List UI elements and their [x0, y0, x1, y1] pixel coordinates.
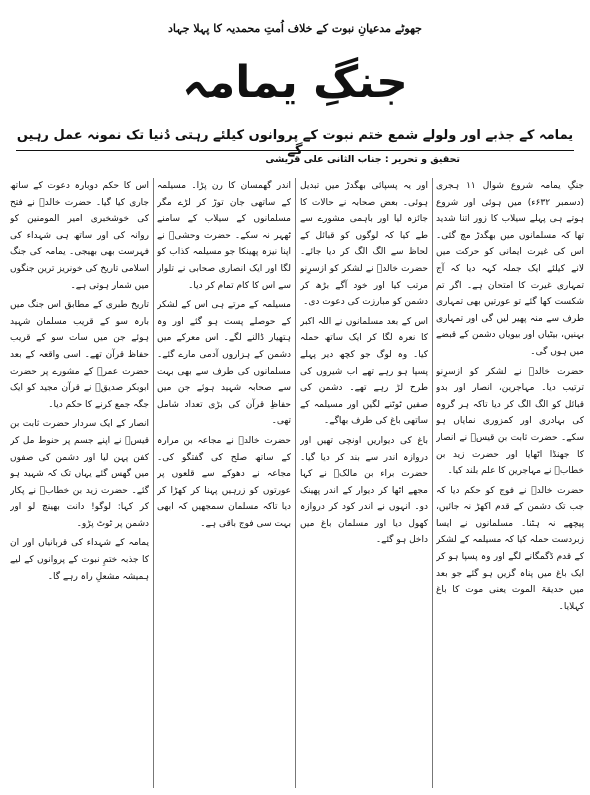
article-column-3 — [157, 178, 291, 788]
column-divider — [432, 178, 433, 788]
paragraph: مسیلمہ کے مرتے ہی اس کے لشکر کے حوصلے پست ہو گئے اور وہ ہتھیار ڈالنے لگے۔ اس معرکے میں دشمن کے ہزاروں آدمی مارے گئے۔ مسلمانوں کی طرف سے بھی بہت سے صحابہ شہید ہوئے جن میں حفاظِ قرآن کی بڑی تعداد شامل تھی۔ — [157, 300, 291, 427]
byline: تحقیق و تحریر : جناب الثانی علی قریشی — [265, 154, 460, 165]
article-column-1 — [436, 178, 584, 788]
paragraph: حضرت خالدؓ نے لشکر کو ازسرِنو ترتیب دیا۔ مہاجرین، انصار اور بدو قبائل کو الگ الگ کر دیا تاکہ ہر گروہ کی بہادری اور کمزوری نمایاں ہو سکے۔ حضرت ثابت بن قیسؓ نے انصار کا جھنڈا اٹھایا اور حضرت زید بن خطابؓ نے مہاجرین کا علم بلند کیا۔ — [436, 366, 584, 477]
paragraph: اندر گھمسان کا رن پڑا۔ مسیلمہ کے ساتھی جان توڑ کر لڑے مگر مسلمانوں کے سیلاب کے سامنے ٹھہر نہ سکے۔ حضرت وحشیؓ نے اپنا نیزہ پھینکا جو مسیلمہ کذاب کو لگا اور ایک انصاری صحابی نے تلوار سے اس کا کام تمام کر دیا۔ — [157, 181, 291, 291]
paragraph: جنگِ یمامہ شروع شوال ۱۱ ہجری (دسمبر ۶۳۲ء) میں ہوئی اور شروع ہوتے ہی پہلے سیلاب کا زور اتنا شدید تھا کہ مسلمانوں میں بھگدڑ مچ گئی۔ اس کی غیرت ایمانی کو حرکت میں لانے کیلئے ایک جملہ کہہ دیا کہ آج تمہاری غیرت کا امتحان ہے۔ اگر تم شکست کھا گئے تو عورتیں بھی تمہاری طرف سے منہ پھیر لیں گی اور تمہاری بہنیں، بیٹیاں اور بیویاں دشمن کے قبضے میں ہوں گی۔ — [436, 181, 584, 357]
article-column-2 — [300, 178, 428, 788]
paragraph: تاریخ طبری کے مطابق اس جنگ میں بارہ سو کے قریب مسلمان شہید ہوئے جن میں سات سو کے قریب حفاظ قرآن تھے۔ اسی واقعہ کے بعد حضرت عمرؓ کے مشورے پر حضرت ابوبکر صدیقؓ نے قرآن مجید کو ایک جگہ جمع کرنے کا حکم دیا۔ — [10, 300, 149, 410]
paragraph: باغ کی دیواریں اونچی تھیں اور دروازہ اندر سے بند کر دیا گیا۔ حضرت براء بن مالکؓ نے کہا مجھے اٹھا کر دیوار کے اندر پھینک دو۔ انہوں نے اندر کود کر دروازہ کھول دیا اور مسلمان باغ میں داخل ہو گئے۔ — [300, 435, 428, 546]
paragraph: اس کا حکم دوبارہ دعوت کے ساتھ جاری کیا گیا۔ حضرت خالدؓ نے فتح کی خوشخبری امیر المومنین کو روانہ کی اور ساتھ ہی شہداء کی فہرست بھی بھیجی۔ یمامہ کی جنگ اسلامی تاریخ کی خونریز ترین جنگوں میں شمار ہوتی ہے۔ — [10, 181, 149, 291]
header-tagline: جھوٹے مدعیانِ نبوت کے خلاف اُمتِ محمدیہ کا پہلا جہاد — [168, 22, 422, 35]
page-subtitle: یمامہ کے جذبے اور ولولے شمع ختم نبوت کے پروانوں کیلئے رہتی دُنیا تک نمونہ عمل رہیں گے — [16, 128, 574, 158]
paragraph: انصار کے ایک سردار حضرت ثابت بن قیسؓ نے اپنے جسم پر حنوط مل کر کفن پہن لیا اور دشمن کی صفوں میں گھس گئے یہاں تک کہ شہید ہو گئے۔ حضرت زید بن خطابؓ نے پکار کر کہا: لوگو! دانت بھینچ لو اور دشمن پر ٹوٹ پڑو۔ — [10, 419, 149, 529]
article-column-4 — [10, 178, 149, 788]
page-title: جنگِ یمامہ — [182, 57, 408, 108]
paragraph: اور یہ پسپائی بھگدڑ میں تبدیل ہوئی۔ بعض صحابہ نے حالات کا جائزہ لیا اور باہمی مشورے سے طے کیا کہ لوگوں کو قبائل کے لحاظ سے الگ الگ کر دیا جائے۔ حضرت خالدؓ نے لشکر کو ازسرِنو مرتب کیا اور خود آگے بڑھ کر دشمن کو مبارزت کی دعوت دی۔ — [300, 181, 428, 308]
column-divider — [295, 178, 296, 788]
paragraph: اس کے بعد مسلمانوں نے اللہ اکبر کا نعرہ لگا کر ایک ساتھ حملہ کیا۔ وہ لوگ جو کچھ دیر پہلے پسپا ہو رہے تھے اب شیروں کی طرح لڑ رہے تھے۔ دشمن کی صفیں ٹوٹنے لگیں اور مسیلمہ کے ساتھی باغ کی طرف بھاگے۔ — [300, 316, 428, 427]
paragraph: حضرت خالدؓ نے فوج کو حکم دیا کہ جب تک دشمن کے قدم اکھڑ نہ جائیں، پیچھے نہ ہٹنا۔ مسلمانوں نے ایسا زبردست حملہ کیا کہ مسیلمہ کے لشکر کے قدم ڈگمگانے لگے اور وہ پسپا ہو کر ایک باغ میں پناہ گزیں ہو گئے جو بعد میں حدیقۃ الموت یعنی موت کا باغ کہلایا۔ — [436, 485, 584, 612]
column-divider — [153, 178, 154, 788]
header-divider — [16, 150, 574, 151]
paragraph: حضرت خالدؓ نے مجاعہ بن مرارہ کے ساتھ صلح کی گفتگو کی۔ مجاعہ نے دھوکے سے قلعوں پر عورتوں کو زرہیں پہنا کر کھڑا کر دیا تاکہ مسلمان سمجھیں کہ ابھی بہت سی فوج باقی ہے۔ — [157, 435, 291, 529]
paragraph: یمامہ کے شہداء کی قربانیاں اور ان کا جذبہ ختمِ نبوت کے پروانوں کے لیے ہمیشہ مشعلِ راہ رہے گا۔ — [10, 538, 149, 582]
